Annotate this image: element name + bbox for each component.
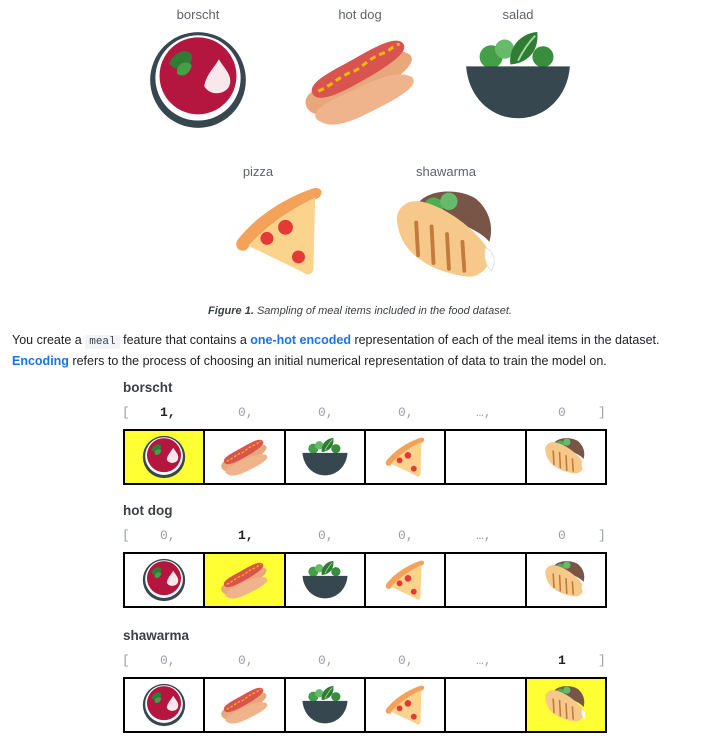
food-cell <box>286 679 366 731</box>
vector-value: 1 <box>558 653 566 668</box>
figure-caption <box>0 305 720 317</box>
body-paragraph <box>12 331 712 371</box>
food-cell-strip <box>123 677 607 733</box>
food-cell <box>286 554 366 606</box>
pizza-icon <box>228 184 330 278</box>
vector-open-bracket: [ <box>122 653 130 668</box>
shawarma-icon <box>542 558 590 602</box>
vector-close-bracket: ] <box>598 528 606 543</box>
paragraph-text: representation of each of the meal items in the dataset. <box>350 333 660 347</box>
empty-cell <box>446 679 526 731</box>
salad-icon <box>300 684 350 726</box>
food-cell <box>125 554 205 606</box>
salad-icon <box>300 436 350 478</box>
vector-value: 0, <box>398 528 414 543</box>
vector-value: 1, <box>160 405 176 420</box>
vector-value: 0, <box>398 653 414 668</box>
meal-code: meal <box>85 335 119 349</box>
food-cell <box>205 554 285 606</box>
shawarma-icon <box>542 683 590 727</box>
vector-value: 0 <box>558 405 566 420</box>
salad-icon <box>460 28 576 124</box>
hotdog-icon <box>218 683 270 727</box>
vector-value: 0, <box>398 405 414 420</box>
shawarma-label: shawarma <box>416 164 476 179</box>
food-cell <box>205 431 285 483</box>
vector-value: 0, <box>318 653 334 668</box>
vector-ellipsis: …, <box>476 653 492 668</box>
pizza-icon <box>382 436 428 478</box>
vector-close-bracket: ] <box>598 653 606 668</box>
food-cell-strip <box>123 552 607 608</box>
shawarma-icon <box>542 435 590 479</box>
vector-value: 0, <box>318 528 334 543</box>
hotdog-icon <box>218 435 270 479</box>
one-hot-vector <box>120 405 610 423</box>
food-cell <box>125 431 205 483</box>
food-cell <box>205 679 285 731</box>
food-cell <box>125 679 205 731</box>
one-hot-vector <box>120 528 610 546</box>
food-cell-strip <box>123 429 607 485</box>
paragraph-text: feature that contains a <box>119 333 251 347</box>
food-cell <box>366 431 446 483</box>
borscht-icon <box>141 557 187 603</box>
vector-open-bracket: [ <box>122 528 130 543</box>
food-cell <box>527 431 605 483</box>
empty-cell <box>446 554 526 606</box>
vector-value: 0 <box>558 528 566 543</box>
pizza-label: pizza <box>242 164 274 179</box>
food-cell <box>527 679 605 731</box>
borscht-icon <box>141 434 187 480</box>
vector-ellipsis: …, <box>476 528 492 543</box>
vector-value: 0, <box>318 405 334 420</box>
figure-caption-text: Sampling of meal items included in the food dataset. <box>253 305 512 317</box>
borscht-icon <box>146 28 250 132</box>
shawarma-icon <box>386 184 508 290</box>
paragraph-text: refers to the process of choosing an initial numerical representation of data to train the model on. <box>68 354 607 368</box>
encoding-title: borscht <box>123 380 173 395</box>
one-hot-encoded-link[interactable]: one-hot encoded <box>250 333 351 347</box>
food-cell <box>527 554 605 606</box>
encoding-title: hot dog <box>123 503 173 518</box>
empty-cell <box>446 431 526 483</box>
hot-dog-label: hot dog <box>338 7 382 22</box>
borscht-icon <box>141 682 187 728</box>
food-cell <box>366 679 446 731</box>
pizza-icon <box>382 684 428 726</box>
vector-open-bracket: [ <box>122 405 130 420</box>
encoding-link[interactable]: Encoding <box>12 354 69 368</box>
vector-value: 0, <box>160 528 176 543</box>
vector-value: 1, <box>238 528 254 543</box>
one-hot-vector <box>120 653 610 671</box>
pizza-icon <box>382 559 428 601</box>
vector-close-bracket: ] <box>598 405 606 420</box>
figure-caption-number: Figure 1. <box>208 305 254 317</box>
vector-value: 0, <box>160 653 176 668</box>
hot-dog-icon <box>298 28 420 134</box>
vector-value: 0, <box>238 653 254 668</box>
paragraph-text: You create a <box>12 333 86 347</box>
food-cell <box>286 431 366 483</box>
salad-icon <box>300 559 350 601</box>
food-cell <box>366 554 446 606</box>
encoding-title: shawarma <box>123 628 190 643</box>
vector-value: 0, <box>238 405 254 420</box>
vector-ellipsis: …, <box>476 405 492 420</box>
borscht-label: borscht <box>176 7 220 22</box>
hotdog-icon <box>218 558 270 602</box>
salad-label: salad <box>502 7 534 22</box>
